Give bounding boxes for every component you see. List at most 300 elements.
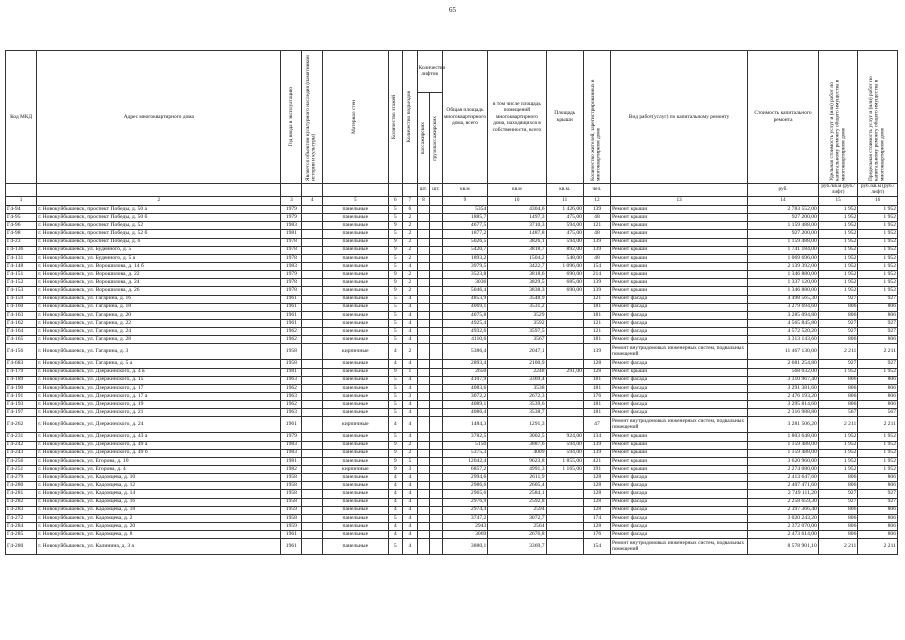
max-cost-cell: 806 (858, 303, 898, 311)
address-cell: г. Новокуйбышевск, ул. Гагарина, д. 18 (37, 303, 281, 311)
residential-area-cell: 3838,3 (488, 287, 546, 295)
residential-area-cell: 2584,1 (488, 490, 546, 498)
roof-area-cell: 924,00 (546, 433, 583, 441)
residential-area-cell: 2676,8 (488, 531, 546, 539)
address-cell: г. Новокуйбышевск, ул. Кадомцева, д. 18 (37, 506, 281, 514)
total-area-cell: 2893,4 (442, 360, 488, 368)
header-heritage: Является объектом культурного наследия (памятником истории и культуры) (302, 51, 323, 184)
year-cell: 1958 (281, 344, 302, 360)
col-number: 2 (37, 197, 281, 206)
entrances-cell: 3 (403, 465, 418, 473)
max-cost-cell: 806 (858, 311, 898, 319)
floors-cell: 4 (388, 360, 403, 368)
roof-area-cell (546, 384, 583, 392)
total-area-cell: 2650 (442, 368, 488, 376)
repair-cost-cell: 3 291 381,60 (748, 384, 819, 392)
residents-cell: 128 (583, 506, 610, 514)
max-cost-cell: 927 (858, 328, 898, 336)
units-row (6, 184, 898, 197)
material-cell: панельные (323, 271, 388, 279)
total-area-cell: 4086,4 (442, 409, 488, 417)
table-body (6, 206, 898, 555)
floors-cell: 5 (388, 384, 403, 392)
residents-cell: 176 (583, 531, 610, 539)
heritage-cell (302, 222, 323, 230)
work-type-cell: Ремонт фасада (610, 498, 747, 506)
floors-cell: 9 (388, 441, 403, 449)
lifts-cargo-cell (430, 246, 442, 254)
col-number: 1 (6, 197, 37, 206)
total-area-cell: 3036 (442, 279, 488, 287)
code-cell: Г4-190 (6, 384, 37, 392)
page-number: 65 (449, 6, 456, 14)
residential-area-cell: 2594 (488, 506, 546, 514)
entrances-cell: 4 (403, 295, 418, 303)
total-area-cell: 3880,1 (442, 539, 488, 555)
col-number: 16 (858, 197, 898, 206)
work-type-cell: Ремонт внутридомовых инженерных систем, подвальных помещений (610, 344, 747, 360)
work-type-cell: Ремонт фасада (610, 295, 747, 303)
repair-cost-cell: 2 407 471,60 (748, 482, 819, 490)
floors-cell: 9 (388, 287, 403, 295)
work-type-cell: Ремонт крыши (610, 441, 747, 449)
roof-area-cell (546, 482, 583, 490)
repair-cost-cell: 3 313 143,60 (748, 336, 819, 344)
lifts-passenger-cell (417, 328, 429, 336)
lifts-passenger-cell (417, 311, 429, 319)
heritage-cell (302, 303, 323, 311)
material-cell: кирпичные (323, 465, 388, 473)
entrances-cell: 2 (403, 271, 418, 279)
work-type-cell: Ремонт крыши (610, 254, 747, 262)
max-cost-cell: 927 (858, 490, 898, 498)
table-row (6, 465, 898, 473)
lifts-cargo-cell (430, 303, 442, 311)
repair-cost-cell: 11 467 130,00 (748, 344, 819, 360)
roof-area-cell (546, 531, 583, 539)
max-cost-cell: 806 (858, 506, 898, 514)
roof-area-cell (546, 376, 583, 384)
header-wall-material: Материал стен (323, 51, 388, 184)
lifts-cargo-cell (430, 368, 442, 376)
entrances-cell: 4 (403, 409, 418, 417)
lifts-passenger-cell (417, 295, 429, 303)
address-cell: г. Новокуйбышевск, ул. Ворошилова, д. 24 (37, 279, 281, 287)
material-cell: панельные (323, 514, 388, 522)
residents-cell: 139 (583, 441, 610, 449)
year-cell: 1983 (281, 449, 302, 457)
material-cell: панельные (323, 262, 388, 270)
year-cell: 1983 (281, 222, 302, 230)
col-number: 3 (281, 197, 302, 206)
material-cell: панельные (323, 457, 388, 465)
entrances-cell: 4 (403, 514, 418, 522)
repair-cost-cell: 4 565 845,80 (748, 319, 819, 327)
material-cell: панельные (323, 303, 388, 311)
material-cell: панельные (323, 319, 388, 327)
unit-cost-cell: 1 952 (818, 271, 858, 279)
unit-cost-cell: 927 (818, 498, 858, 506)
address-cell: г. Новокуйбышевск, проспект Победы, д. 6 (37, 238, 281, 246)
lifts-passenger-cell (417, 457, 429, 465)
address-cell: г. Новокуйбышевск, проспект Победы, д. 52 (37, 222, 281, 230)
table-row (6, 457, 898, 465)
unit-cost-cell: 1 952 (818, 206, 858, 214)
lifts-cargo-cell (430, 441, 442, 449)
entrances-cell: 4 (403, 401, 418, 409)
lifts-passenger-cell (417, 262, 429, 270)
unit-cost-cell: 1 952 (818, 287, 858, 295)
roof-area-cell (546, 303, 583, 311)
residents-cell: 181 (583, 384, 610, 392)
max-cost-cell: 2 211 (858, 539, 898, 555)
total-area-cell: 2943 (442, 522, 488, 530)
col-number: 8 (417, 197, 429, 206)
max-cost-cell: 1 952 (858, 287, 898, 295)
unit-cell: руб./кв.м (руб./лифт) (818, 184, 858, 197)
lifts-cargo-cell (430, 531, 442, 539)
total-area-cell: 5354 (442, 206, 488, 214)
residential-area-cell: 3567 (488, 336, 546, 344)
address-cell: г. Новокуйбышевск, ул. Гагарина, д. 24 (37, 328, 281, 336)
floors-cell: 9 (388, 279, 403, 287)
work-type-cell: Ремонт крыши (610, 287, 747, 295)
header-work-type: Вид работ(услуг) по капитальному ремонту (610, 51, 747, 184)
table-row (6, 319, 898, 327)
work-type-cell: Ремонт фасада (610, 409, 747, 417)
year-cell: 1959 (281, 506, 302, 514)
floors-cell: 5 (388, 206, 403, 214)
table-row (6, 271, 898, 279)
lifts-passenger-cell (417, 498, 429, 506)
entrances-cell: 4 (403, 417, 418, 433)
entrances-cell: 2 (403, 441, 418, 449)
col-number: 10 (488, 197, 546, 206)
residents-cell: 181 (583, 376, 610, 384)
heritage-cell (302, 214, 323, 222)
table-row (6, 230, 898, 238)
table-row (6, 206, 898, 214)
max-cost-cell: 806 (858, 531, 898, 539)
material-cell: панельные (323, 360, 388, 368)
material-cell: панельные (323, 222, 388, 230)
heritage-cell (302, 474, 323, 482)
entrances-cell: 4 (403, 376, 418, 384)
entrances-cell: 4 (403, 506, 418, 514)
unit-cell: чел. (583, 184, 610, 197)
total-area-cell: 1893,2 (442, 254, 488, 262)
year-cell: 1978 (281, 246, 302, 254)
residential-area-cell: 2611,9 (488, 474, 546, 482)
lifts-cargo-cell (430, 311, 442, 319)
address-cell: г. Новокуйбышевск, ул. Буденного, д. 5 а (37, 254, 281, 262)
max-cost-cell: 1 952 (858, 262, 898, 270)
total-area-cell: 4677,5 (442, 222, 488, 230)
col-number: 4 (302, 197, 323, 206)
heritage-cell (302, 392, 323, 400)
address-cell: г. Новокуйбышевск, ул. Егорова, д. 4 (37, 465, 281, 473)
floors-cell: 4 (388, 482, 403, 490)
entrances-cell: 1 (403, 368, 418, 376)
heritage-cell (302, 311, 323, 319)
entrances-cell: 4 (403, 311, 418, 319)
heritage-cell (302, 531, 323, 539)
max-cost-cell: 1 952 (858, 433, 898, 441)
heritage-cell (302, 522, 323, 530)
residents-cell: 128 (583, 490, 610, 498)
code-cell: Г4-262 (6, 417, 37, 433)
floors-cell: 9 (388, 457, 403, 465)
address-cell: г. Новокуйбышевск, ул. Кадомцева, д. 16 (37, 498, 281, 506)
year-cell: 1983 (281, 441, 302, 449)
max-cost-cell: 806 (858, 401, 898, 409)
work-type-cell: Ремонт крыши (610, 214, 747, 222)
total-area-cell: 3072,2 (442, 392, 488, 400)
residential-area-cell: 3531,2 (488, 303, 546, 311)
roof-area-cell: 548,00 (546, 254, 583, 262)
unit-cost-cell: 2 211 (818, 344, 858, 360)
entrances-cell: 2 (403, 344, 418, 360)
lifts-passenger-cell (417, 539, 429, 555)
roof-area-cell: 594,00 (546, 441, 583, 449)
lifts-cargo-cell (430, 417, 442, 433)
material-cell: кирпичные (323, 417, 388, 433)
repair-cost-cell: 927 200,00 (748, 230, 819, 238)
table-row (6, 441, 898, 449)
lifts-passenger-cell (417, 409, 429, 417)
entrances-cell: 4 (403, 360, 418, 368)
address-cell: г. Новокуйбышевск, ул. Гагарина, д. 20 (37, 311, 281, 319)
table-row (6, 401, 898, 409)
lifts-cargo-cell (430, 539, 442, 555)
total-area-cell: 4089,1 (442, 401, 488, 409)
lifts-cargo-cell (430, 271, 442, 279)
max-cost-cell: 806 (858, 514, 898, 522)
address-cell: г. Новокуйбышевск, ул. Дзержинского, д. 15 (37, 376, 281, 384)
total-area-cell: 2965,6 (442, 490, 488, 498)
code-cell: Г4-164 (6, 328, 37, 336)
work-type-cell: Ремонт крыши (610, 449, 747, 457)
material-cell: панельные (323, 328, 388, 336)
lifts-cargo-cell (430, 344, 442, 360)
residents-cell: 139 (583, 279, 610, 287)
lifts-cargo-cell (430, 401, 442, 409)
residential-area-cell: 3818,7 (488, 246, 546, 254)
residents-cell: 181 (583, 401, 610, 409)
residential-area-cell: 2047,1 (488, 344, 546, 360)
entrances-cell: 4 (403, 539, 418, 555)
floors-cell: 5 (388, 254, 403, 262)
lifts-passenger-cell (417, 230, 429, 238)
work-type-cell: Ремонт крыши (610, 238, 747, 246)
residential-area-cell: 2592,8 (488, 498, 546, 506)
lifts-cargo-cell (430, 336, 442, 344)
material-cell: панельные (323, 376, 388, 384)
lifts-cargo-cell (430, 465, 442, 473)
lifts-passenger-cell (417, 401, 429, 409)
table-row (6, 498, 898, 506)
code-cell: Г4-283 (6, 506, 37, 514)
total-area-cell: 4107,9 (442, 376, 488, 384)
residential-area-cell: 3369,7 (488, 539, 546, 555)
lifts-passenger-cell (417, 522, 429, 530)
entrances-cell: 4 (403, 319, 418, 327)
address-cell: г. Новокуйбышевск, ул. Егорова, д. 10 (37, 457, 281, 465)
table-row (6, 376, 898, 384)
entrances-cell: 2 (403, 287, 418, 295)
unit-cost-cell: 1 952 (818, 368, 858, 376)
max-cost-cell: 806 (858, 336, 898, 344)
residents-cell: 176 (583, 392, 610, 400)
table-row (6, 295, 898, 303)
unit-cost-cell: 806 (818, 401, 858, 409)
lifts-passenger-cell (417, 360, 429, 368)
address-cell: г. Новокуйбышевск, ул. Дзержинского, д. 17 а (37, 392, 281, 400)
address-cell: г. Новокуйбышевск, ул. Кадомцева, д. 14 (37, 490, 281, 498)
residential-area-cell: 3539,6 (488, 401, 546, 409)
header-total-area: Общая площадь многоквартирного дома, всего (442, 51, 488, 184)
residents-cell: 121 (583, 328, 610, 336)
table-row (6, 417, 898, 433)
address-cell: г. Новокуйбышевск, ул. Дзержинского, д. 17 (37, 384, 281, 392)
floors-cell: 4 (388, 417, 403, 433)
lifts-cargo-cell (430, 206, 442, 214)
col-number: 13 (610, 197, 747, 206)
code-cell: Г4-197 (6, 409, 37, 417)
table-row (6, 522, 898, 530)
max-cost-cell: 1 952 (858, 238, 898, 246)
residents-cell: 181 (583, 303, 610, 311)
header-code: Код МКД (6, 51, 37, 184)
repair-cost-cell: 1 159 488,00 (748, 441, 819, 449)
code-cell: Г4-282 (6, 498, 37, 506)
roof-area-cell (546, 514, 583, 522)
floors-cell: 4 (388, 531, 403, 539)
year-cell: 1961 (281, 319, 302, 327)
year-cell: 1978 (281, 287, 302, 295)
lifts-passenger-cell (417, 482, 429, 490)
roof-area-cell (546, 401, 583, 409)
year-cell: 1958 (281, 474, 302, 482)
floors-cell: 5 (388, 539, 403, 555)
total-area-cell: 2986,6 (442, 482, 488, 490)
max-cost-cell: 1 952 (858, 222, 898, 230)
code-cell: Г4-284 (6, 522, 37, 530)
repair-cost-cell: 2 372 070,00 (748, 522, 819, 530)
address-cell: г. Новокуйбышевск, ул. Ворошилова, д. 14 б (37, 262, 281, 270)
year-cell: 1978 (281, 254, 302, 262)
residents-cell: 128 (583, 522, 610, 530)
repair-cost-cell: 1 803 648,00 (748, 433, 819, 441)
address-cell: г. Новокуйбышевск, проспект Победы, д. 50 б (37, 214, 281, 222)
address-cell: г. Новокуйбышевск, ул. Дзержинского, д. 21 (37, 409, 281, 417)
address-cell: г. Новокуйбышевск, проспект Победы, д. 52 б (37, 230, 281, 238)
lifts-passenger-cell (417, 531, 429, 539)
residential-area-cell: 3002,5 (488, 433, 546, 441)
roof-area-cell (546, 319, 583, 327)
max-cost-cell: 2 211 (858, 417, 898, 433)
year-cell: 1962 (281, 401, 302, 409)
repair-cost-cell: 2 397 366,40 (748, 506, 819, 514)
entrances-cell: 4 (403, 336, 418, 344)
roof-area-cell: 475,00 (546, 230, 583, 238)
total-area-cell: 3782,5 (442, 433, 488, 441)
entrances-cell: 2 (403, 238, 418, 246)
floors-cell: 4 (388, 498, 403, 506)
max-cost-cell: 1 952 (858, 254, 898, 262)
lifts-cargo-cell (430, 384, 442, 392)
material-cell: панельные (323, 238, 388, 246)
work-type-cell: Ремонт фасада (610, 474, 747, 482)
col-number: 14 (748, 197, 819, 206)
total-area-cell: 4083,6 (442, 384, 488, 392)
column-numbers-row (6, 197, 898, 206)
year-cell: 1963 (281, 409, 302, 417)
heritage-cell (302, 319, 323, 327)
lifts-passenger-cell (417, 449, 429, 457)
material-cell: панельные (323, 506, 388, 514)
total-area-cell: 5150 (442, 441, 488, 449)
unit-cost-cell: 567 (818, 409, 858, 417)
heritage-cell (302, 238, 323, 246)
address-cell: г. Новокуйбышевск, ул. Кадомцева, д. 8 (37, 531, 281, 539)
lifts-cargo-cell (430, 295, 442, 303)
lifts-passenger-cell (417, 474, 429, 482)
unit-cost-cell: 927 (818, 295, 858, 303)
lifts-passenger-cell (417, 417, 429, 433)
address-cell: г. Новокуйбышевск, ул. Калинина, д. 3 а (37, 539, 281, 555)
lifts-cargo-cell (430, 514, 442, 522)
year-cell: 1958 (281, 514, 302, 522)
lifts-passenger-cell (417, 376, 429, 384)
work-type-cell: Ремонт фасада (610, 328, 747, 336)
col-number: 15 (818, 197, 858, 206)
year-cell: 1962 (281, 384, 302, 392)
total-area-cell: 2994,6 (442, 474, 488, 482)
table-row (6, 328, 898, 336)
lifts-passenger-cell (417, 238, 429, 246)
max-cost-cell: 1 952 (858, 271, 898, 279)
lifts-cargo-cell (430, 498, 442, 506)
work-type-cell: Ремонт крыши (610, 457, 747, 465)
unit-cell: кв.м (442, 184, 488, 197)
material-cell: панельные (323, 482, 388, 490)
table-row (6, 482, 898, 490)
total-area-cell: 2974,4 (442, 506, 488, 514)
lifts-cargo-cell (430, 449, 442, 457)
entrances-cell: 4 (403, 384, 418, 392)
material-cell: панельные (323, 311, 388, 319)
unit-cost-cell: 806 (818, 392, 858, 400)
entrances-cell: 4 (403, 490, 418, 498)
year-cell: 1961 (281, 303, 302, 311)
year-cell: 1958 (281, 498, 302, 506)
year-cell: 1983 (281, 262, 302, 270)
header-year-built: Год ввода в эксплуатацию (281, 51, 302, 184)
code-cell: Г4-151 (6, 271, 37, 279)
floors-cell: 9 (388, 271, 403, 279)
entrances-cell: 4 (403, 474, 418, 482)
entrances-cell: 4 (403, 303, 418, 311)
unit-cost-cell: 1 952 (818, 262, 858, 270)
unit-cost-cell: 806 (818, 303, 858, 311)
floors-cell: 5 (388, 376, 403, 384)
total-area-cell: 1484,3 (442, 417, 488, 433)
header-entrances: Количество подъездов (403, 51, 418, 184)
year-cell: 1958 (281, 482, 302, 490)
unit-cost-cell: 1 952 (818, 457, 858, 465)
code-cell: Г4-193 (6, 401, 37, 409)
